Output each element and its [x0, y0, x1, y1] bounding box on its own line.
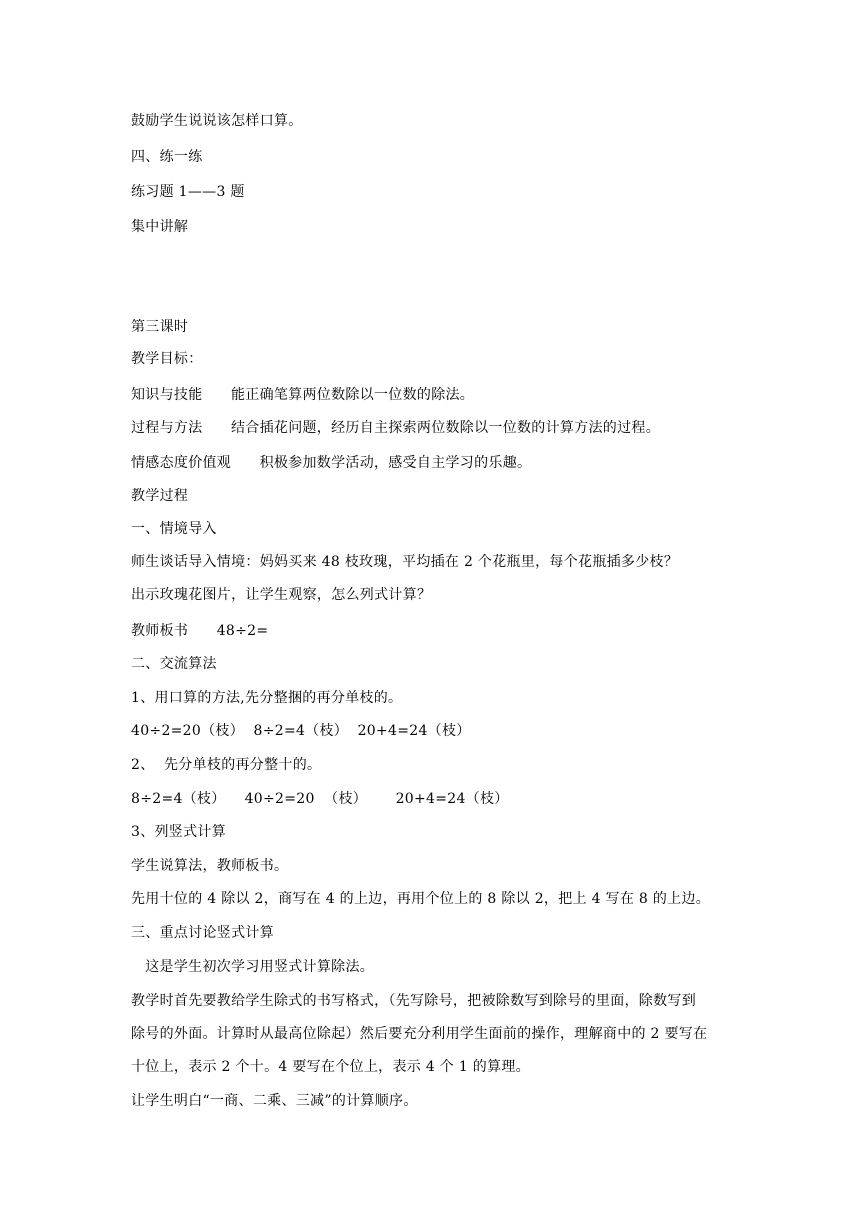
objective-line: 知识与技能 能正确笔算两位数除以一位数的除法。 [131, 387, 475, 403]
text-line: 教学时首先要教给学生除式的书写格式，（先写除号，把被除数写到除号的里面，除数写到 [131, 993, 696, 1009]
objective-line: 过程与方法 结合插花问题，经历自主探索两位数除以一位数的计算方法的过程。 [131, 420, 660, 436]
section-heading: 三、重点讨论竖式计算 [131, 925, 274, 941]
text-line: 集中讲解 [131, 219, 189, 235]
section-heading: 一、情境导入 [131, 521, 217, 537]
text-line: 教师板书 48÷2= [131, 623, 269, 639]
text-line: 2、 先分单枝的再分整十的。 [131, 757, 322, 773]
section-heading: 教学目标： [131, 351, 203, 367]
text-line: 让学生明白“一商、二乘、三减”的计算顺序。 [131, 1093, 418, 1109]
section-heading: 四、练一练 [131, 149, 203, 165]
section-heading: 二、交流算法 [131, 656, 217, 672]
text-line: 3、列竖式计算 [131, 824, 227, 840]
text-line: 鼓励学生说说该怎样口算。 [131, 113, 303, 129]
equation-line: 40÷2=20（枝） 8÷2=4（枝） 20+4=24（枝） [131, 723, 471, 739]
text-line: 练习题 1——3 题 [131, 184, 245, 200]
text-line: 十位上，表示 2 个十。4 要写在个位上，表示 4 个 1 的算理。 [131, 1059, 530, 1075]
text-line: 这是学生初次学习用竖式计算除法。 [131, 959, 375, 975]
text-line: 师生谈话导入情境：妈妈买来 48 枝玫瑰，平均插在 2 个花瓶里，每个花瓶插多少枝？ [131, 554, 679, 570]
objective-line: 情感态度价值观 积极参加数学活动，感受自主学习的乐趣。 [131, 455, 532, 471]
section-heading: 教学过程 [131, 488, 189, 504]
text-line: 学生说算法，教师板书。 [131, 858, 289, 874]
equation-line: 8÷2=4（枝） 40÷2=20 （枝） 20+4=24（枝） [131, 791, 509, 807]
lesson-heading: 第三课时 [131, 319, 189, 335]
text-line: 出示玫瑰花图片，让学生观察，怎么列式计算？ [131, 587, 432, 603]
text-line: 先用十位的 4 除以 2，商写在 4 的上边，再用个位上的 8 除以 2，把上 4 写在 8 的上边。 [131, 891, 711, 907]
text-line: 除号的外面。计算时从最高位除起）然后要充分利用学生面前的操作，理解商中的 2 要写在 [131, 1026, 708, 1042]
text-line: 1、用口算的方法,先分整捆的再分单枝的。 [131, 690, 403, 706]
